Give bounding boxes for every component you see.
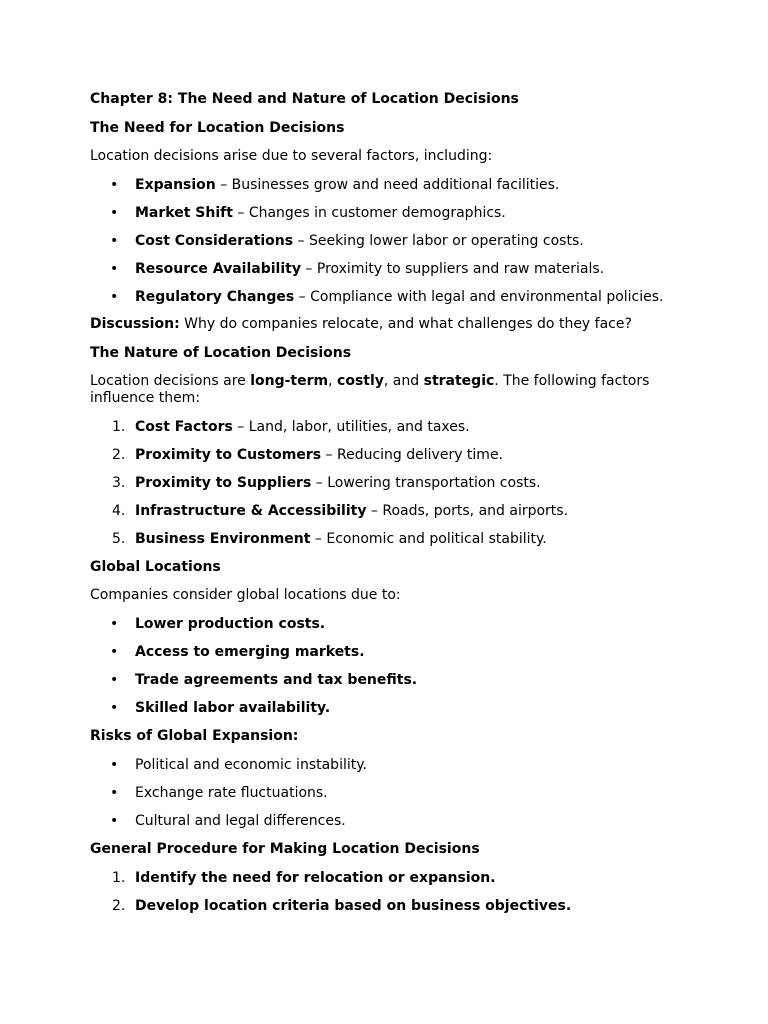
item-term: Business Environment <box>135 531 311 547</box>
item-text: Develop location criteria based on business objectives. <box>135 898 572 914</box>
list-item <box>90 474 690 492</box>
item-term: Cost Considerations <box>135 233 294 249</box>
global-list <box>90 615 690 717</box>
item-desc: – Changes in customer demographics. <box>232 205 506 221</box>
risks-heading: Risks of Global Expansion: <box>90 728 299 744</box>
nature-list <box>90 418 690 548</box>
item-number: 2. <box>112 898 126 914</box>
item-term: Resource Availability <box>135 261 301 277</box>
list-item <box>90 812 690 830</box>
item-desc: – Reducing delivery time. <box>321 447 504 463</box>
need-intro: Location decisions arise due to several factors, including: <box>90 148 493 164</box>
risks-list <box>90 756 690 830</box>
item-desc: – Businesses grow and need additional facilities. <box>215 177 560 193</box>
discussion-label: Discussion: <box>90 316 180 332</box>
procedure-list <box>90 869 690 915</box>
intro-bold: strategic <box>423 373 495 389</box>
chapter-title: Chapter 8: The Need and Nature of Location Decisions <box>90 91 519 107</box>
list-item <box>90 502 690 520</box>
item-number: 5. <box>112 531 126 547</box>
global-intro: Companies consider global locations due to: <box>90 587 401 603</box>
item-term: Proximity to Suppliers <box>135 475 312 491</box>
nature-heading: The Nature of Location Decisions <box>90 345 352 361</box>
list-item <box>90 897 690 915</box>
item-term: Proximity to Customers <box>135 447 322 463</box>
list-item <box>90 869 690 887</box>
item-number: 4. <box>112 503 126 519</box>
item-term: Expansion <box>135 177 216 193</box>
intro-text: Location decisions are <box>90 373 251 389</box>
list-item <box>90 446 690 464</box>
item-text: Identify the need for relocation or expansion. <box>135 870 496 886</box>
item-desc: – Seeking lower labor or operating costs. <box>293 233 584 249</box>
list-item <box>90 288 690 306</box>
list-item <box>90 232 690 250</box>
item-desc: – Economic and political stability. <box>310 531 547 547</box>
item-text: Exchange rate fluctuations. <box>135 785 328 801</box>
item-term: Infrastructure & Accessibility <box>135 503 367 519</box>
list-item <box>90 643 690 661</box>
item-desc: – Compliance with legal and environmental policies. <box>294 289 664 305</box>
list-item <box>90 530 690 548</box>
discussion-text: Why do companies relocate, and what challenges do they face? <box>179 316 632 332</box>
item-term: Regulatory Changes <box>135 289 295 305</box>
item-text: Access to emerging markets. <box>135 644 365 660</box>
list-item <box>90 671 690 689</box>
item-text: Trade agreements and tax benefits. <box>135 672 418 688</box>
need-list <box>90 176 690 306</box>
procedure-heading: General Procedure for Making Location Decisions <box>90 841 480 857</box>
item-desc: – Proximity to suppliers and raw materials. <box>300 261 605 277</box>
item-desc: – Roads, ports, and airports. <box>366 503 569 519</box>
need-heading: The Need for Location Decisions <box>90 120 345 136</box>
item-number: 3. <box>112 475 126 491</box>
discussion <box>90 316 690 333</box>
list-item <box>90 756 690 774</box>
item-term: Cost Factors <box>135 419 233 435</box>
nature-intro <box>90 373 690 407</box>
list-item <box>90 176 690 194</box>
list-item <box>90 260 690 278</box>
intro-bold: costly <box>337 373 384 389</box>
list-item <box>90 615 690 633</box>
item-text: Cultural and legal differences. <box>135 813 346 829</box>
list-item <box>90 784 690 802</box>
document-page <box>90 90 690 925</box>
item-desc: – Lowering transportation costs. <box>311 475 541 491</box>
item-number: 1. <box>112 419 126 435</box>
intro-text: , and <box>383 373 424 389</box>
item-number: 1. <box>112 870 126 886</box>
global-heading: Global Locations <box>90 559 221 575</box>
intro-bold: long-term <box>250 373 329 389</box>
list-item <box>90 204 690 222</box>
item-text: Political and economic instability. <box>135 757 367 773</box>
item-text: Skilled labor availability. <box>135 700 331 716</box>
item-term: Market Shift <box>135 205 233 221</box>
item-number: 2. <box>112 447 126 463</box>
list-item <box>90 699 690 717</box>
intro-text: , <box>328 373 338 389</box>
item-text: Lower production costs. <box>135 616 326 632</box>
item-desc: – Land, labor, utilities, and taxes. <box>232 419 470 435</box>
intro-text: . The following factors influence them: <box>90 373 650 406</box>
list-item <box>90 418 690 436</box>
